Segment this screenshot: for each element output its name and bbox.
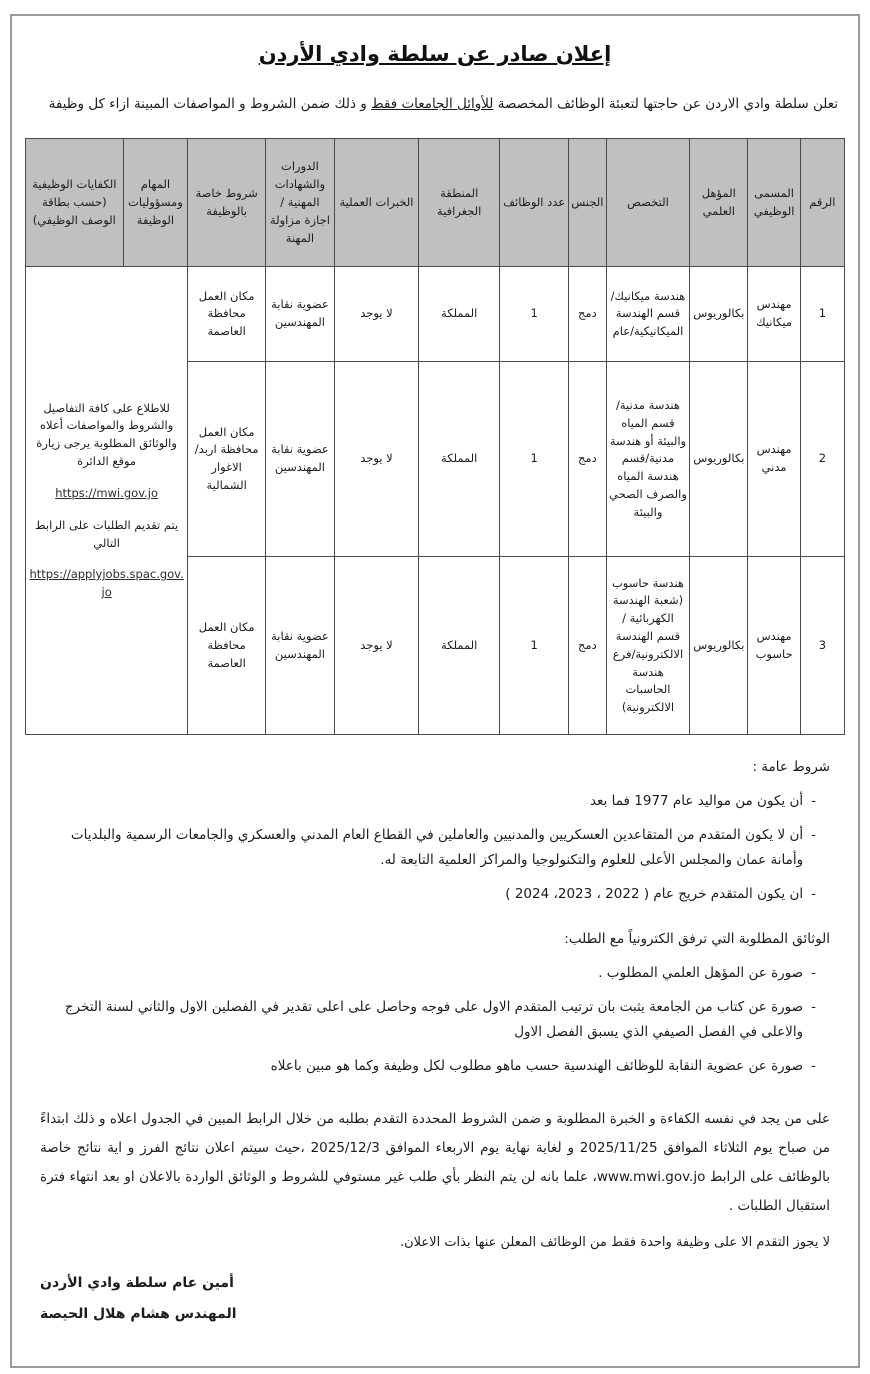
signature-block — [40, 1268, 830, 1330]
page-title: إعلان صادر عن سلطة وادي الأردن — [258, 42, 612, 66]
condition-item — [40, 789, 816, 814]
header-experience: الخبرات العملية — [334, 139, 418, 267]
header-competencies: الكفايات الوظيفية (حسب بطاقة الوصف الوظيفي) — [26, 139, 124, 267]
intro-text-underlined: للأوائل الجامعات فقط — [371, 96, 494, 112]
jobs-table — [25, 138, 845, 735]
bullet-dash: - — [811, 1058, 816, 1075]
condition-item — [40, 882, 816, 907]
document-item — [40, 1054, 816, 1079]
cell-gender: دمج — [569, 362, 607, 557]
cell-experience: لا يوجد — [334, 557, 418, 735]
cell-region: المملكة — [419, 557, 500, 735]
cell-special-conditions: مكان العمل محافظة العاصمة — [188, 267, 266, 362]
intro-paragraph — [32, 92, 838, 116]
bullet-dash: - — [811, 827, 816, 844]
header-number: الرقم — [800, 139, 844, 267]
cell-region: المملكة — [419, 267, 500, 362]
apply-jobs-link[interactable]: https://applyjobs.spac.gov.jo — [29, 567, 184, 600]
header-special-conditions: شروط خاصة بالوظيفة — [188, 139, 266, 267]
details-text: للاطلاع على كافة التفاصيل والشروط والمواصفات أعلاه والوثائق المطلوبة يرجى زيارة موقع الدائرة — [36, 400, 177, 469]
cell-job-title: مهندس مدني — [748, 362, 800, 557]
document-text: صورة عن عضوية النقابة للوظائف الهندسية حسب ماهو مطلوب لكل وظيفة وكما هو مبين باعلاه — [270, 1058, 804, 1075]
cell-vacancy-count: 1 — [500, 267, 569, 362]
header-gender: الجنس — [569, 139, 607, 267]
details-merged-cell — [26, 267, 188, 735]
cell-number: 3 — [800, 557, 844, 735]
cell-certificates: عضوية نقابة المهندسين — [266, 267, 335, 362]
table-row — [26, 267, 845, 362]
header-region: المنطقة الجغرافية — [419, 139, 500, 267]
condition-text: أن لا يكون المتقدم من المتقاعدين العسكريين والمدنيين والعاملين في القطاع العام المدني والعسكري والجامعات الرسمية والبلديات وأمانة عمان والمجلس الأعلى للعلوم والتكنولوجيا والمراكز العلمية التابعة له. — [70, 827, 804, 869]
cell-qualification: بكالوريوس — [690, 362, 748, 557]
cell-job-title: مهندس حاسوب — [748, 557, 800, 735]
header-certificates: الدورات والشهادات المهنية /اجازة مزاولة المهنة — [266, 139, 335, 267]
cell-number: 1 — [800, 267, 844, 362]
document-text: صورة عن المؤهل العلمي المطلوب . — [598, 965, 804, 982]
apply-instruction-text: يتم تقديم الطلبات على الرابط التالي — [35, 517, 179, 550]
cell-certificates: عضوية نقابة المهندسين — [266, 362, 335, 557]
cell-number: 2 — [800, 362, 844, 557]
bullet-dash: - — [811, 793, 816, 810]
condition-item — [40, 823, 816, 873]
cell-certificates: عضوية نقابة المهندسين — [266, 557, 335, 735]
header-duties: المهام ومسؤوليات الوظيفة — [123, 139, 188, 267]
cell-specialization: هندسة مدنية/قسم المياه والبيئة أو هندسة مدنية/قسم هندسة المياه والصرف الصحي والبيئة — [606, 362, 690, 557]
cell-gender: دمج — [569, 267, 607, 362]
cell-special-conditions: مكان العمل محافظة اربد/الاغوار الشمالية — [188, 362, 266, 557]
cell-special-conditions: مكان العمل محافظة العاصمة — [188, 557, 266, 735]
signature-name: المهندس هشام هلال الحيصة — [40, 1305, 237, 1322]
intro-text-after: و ذلك ضمن الشروط و المواصفات المبينة ازاء كل وظيفة — [48, 96, 372, 112]
header-specialization: التخصص — [606, 139, 690, 267]
header-vacancy-count: عدد الوظائف — [500, 139, 569, 267]
condition-text: ان يكون المتقدم خريج عام ( 2022 ، 2023، 2024 ) — [505, 886, 804, 903]
cell-region: المملكة — [419, 362, 500, 557]
cell-job-title: مهندس ميكانيك — [748, 267, 800, 362]
document-item — [40, 961, 816, 986]
cell-specialization: هندسة حاسوب (شعبة الهندسة الكهربائية / قسم الهندسة الالكترونية/فرع هندسة الحاسبات الالكترونية) — [606, 557, 690, 735]
cell-specialization: هندسة ميكانيك/قسم الهندسة الميكانيكية/عام — [606, 267, 690, 362]
intro-text-before: تعلن سلطة وادي الاردن عن حاجتها لتعبئة الوظائف المخصصة — [493, 96, 838, 112]
required-documents-heading: الوثائق المطلوبة التي ترفق الكترونياً مع الطلب: — [564, 931, 830, 948]
cell-gender: دمج — [569, 557, 607, 735]
cell-vacancy-count: 1 — [500, 557, 569, 735]
cell-qualification: بكالوريوس — [690, 267, 748, 362]
general-conditions-heading: شروط عامة : — [752, 759, 830, 776]
required-documents-section — [40, 931, 830, 1079]
bullet-dash: - — [811, 886, 816, 903]
signature-title: أمين عام سلطة وادي الأردن — [40, 1275, 234, 1292]
cell-experience: لا يوجد — [334, 267, 418, 362]
single-application-note: لا يجوز التقدم الا على وظيفة واحدة فقط من الوظائف المعلن عنها بذات الاعلان. — [399, 1235, 830, 1251]
application-instructions-paragraph: على من يجد في نفسه الكفاءة و الخبرة المطلوبة و ضمن الشروط المحددة التقدم بطلبه من خلال الرابط المبين في الجدول اعلاه و ذلك ابتداءً من صباح يوم الثلاثاء الموافق 2025/11/25 و لغاية نهاية يوم الاربعاء الموافق 2025/12/3 ،حيث سيتم اعلان نتائج الفرز و اية نتائج خاصة بالوظائف على الرابط www.mwi.gov.jo، علما بانه لن يتم النظر بأي طلب غير مستوفي للشروط و الوثائق الواردة بالاعلان او بعد انتهاء فترة استقبال الطلبات . — [40, 1111, 830, 1215]
table-header-row — [26, 139, 845, 267]
general-conditions-section — [40, 759, 830, 907]
header-qualification: المؤهل العلمي — [690, 139, 748, 267]
mwi-website-link[interactable]: https://mwi.gov.jo — [55, 485, 159, 500]
bullet-dash: - — [811, 965, 816, 982]
document-item — [40, 995, 816, 1045]
page-border-frame — [10, 14, 860, 1368]
condition-text: أن يكون من مواليد عام 1977 فما بعد — [589, 793, 804, 810]
cell-vacancy-count: 1 — [500, 362, 569, 557]
header-job-title: المسمى الوظيفي — [748, 139, 800, 267]
cell-qualification: بكالوريوس — [690, 557, 748, 735]
cell-experience: لا يوجد — [334, 362, 418, 557]
bullet-dash: - — [811, 999, 816, 1016]
document-text: صورة عن كتاب من الجامعة يثبت بان ترتيب المتقدم الاول على فوجه وحاصل على اعلى تقدير في الفصلين الاول والثاني لسنة التخرج والاعلى في الفصل الصيفي الذي يسبق الفصل الاول — [64, 999, 804, 1041]
